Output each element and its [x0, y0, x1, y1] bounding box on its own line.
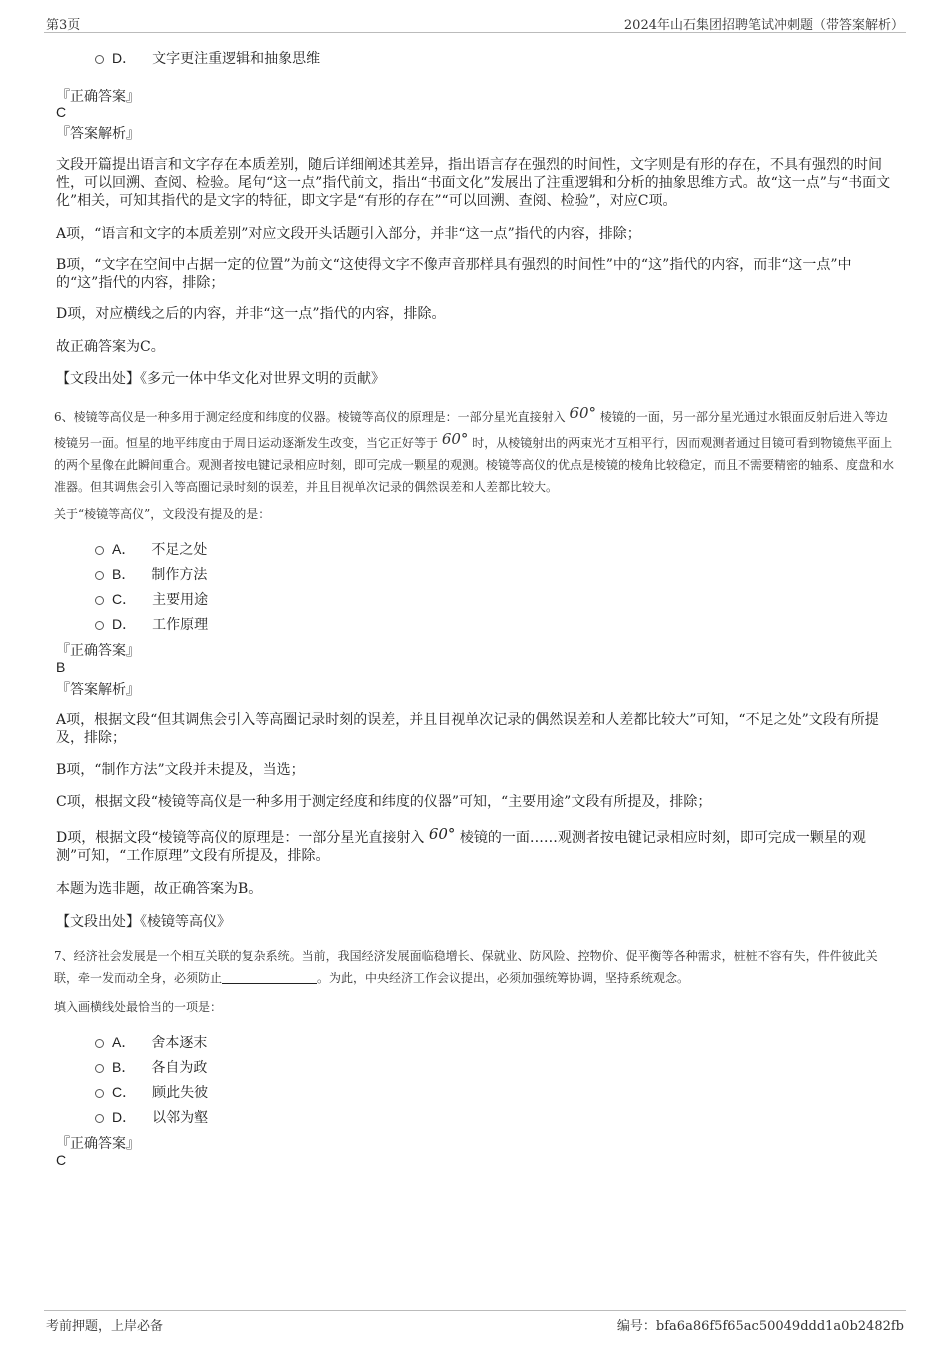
radio-icon[interactable]	[95, 596, 104, 605]
radio-icon[interactable]	[95, 1039, 104, 1048]
q6-source: 【文段出处】《棱镜等高仪》	[56, 914, 231, 930]
q6-conclusion: 本题为选非题，故正确答案为B。	[56, 881, 263, 897]
q5-analysis-d: D项，对应横线之后的内容，并非“这一点”指代的内容，排除。	[56, 306, 446, 322]
q6-analysis-a: A项，根据文段“但其调焦会引入等高圈记录时刻的误差，并且目视单次记录的偶然误差和人差都比较大”可知，“不足之处”文段有所提及，排除；	[56, 712, 879, 746]
radio-icon[interactable]	[95, 621, 104, 630]
q6-analysis-d: D项，根据文段“棱镜等高仪的原理是：一部分星光直接射入 60° 棱镜的一面……观测者按电键记录相应时刻，即可完成一颗星的观测”可知，“工作原理”文段有所提及，排除。	[56, 825, 866, 864]
radio-icon[interactable]	[95, 1089, 104, 1098]
q5-analysis-a: A项，“语言和文字的本质差别”对应文段开头话题引入部分，并非“这一点”指代的内容，排除；	[56, 226, 641, 242]
q5-analysis-b: B项，“文字在空间中占据一定的位置”为前文“这使得文字不像声音那样具有强烈的时间性”中的“这”指代的内容，而非“这一点”中的“这”指代的内容，排除；	[56, 257, 852, 291]
q6-answer-label: 『正确答案』	[56, 643, 140, 659]
q5-option-d[interactable]: D． 文字更注重逻辑和抽象思维	[95, 48, 320, 68]
q5-analysis-main: 文段开篇提出语言和文字存在本质差别，随后详细阐述其差异，指出语言存在强烈的时间性，文字则是有形的存在，不具有强烈的时间性，可以回溯、查阅、检验。尾句“这一点”指代前文，指出“书面文化”发展出了注重逻辑和分析的抽象思维方式。故“这一点”与“书面文化”相关，可知其指代的是文字的特征，即文字是“有形的存在”“可以回溯、查阅、检验”，对应C项。	[56, 157, 891, 209]
q6-option-b[interactable]: B． 制作方法	[95, 564, 207, 584]
page-number: 第3页	[46, 18, 81, 33]
radio-icon[interactable]	[95, 571, 104, 580]
q7-option-c[interactable]: C． 顾此失彼	[95, 1082, 208, 1102]
page-header	[44, 14, 906, 33]
q7-answer: C	[56, 1152, 67, 1168]
q5-answer-label: 『正确答案』	[56, 89, 140, 105]
q6-analysis-c: C项，根据文段“棱镜等高仪是一种多用于测定经度和纬度的仪器”可知，“主要用途”文段有所提及，排除；	[56, 794, 712, 810]
angle-60: 60°	[569, 404, 597, 422]
q6-option-a[interactable]: A． 不足之处	[95, 539, 207, 559]
q6-analysis-label: 『答案解析』	[56, 682, 140, 698]
q6-prompt: 关于“棱镜等高仪”，文段没有提及的是：	[54, 507, 271, 521]
q7-option-d[interactable]: D． 以邻为壑	[95, 1107, 208, 1127]
q6-stem: 6、棱镜等高仪是一种多用于测定经度和纬度的仪器。棱镜等高仪的原理是：一部分星光直接射入 60° 棱镜的一面，另一部分星光通过水银面反射后进入等边棱镜另一面。恒星的地平纬度由于周日运动逐渐发生改变，当它正好等于 60° 时，从棱镜射出的两束光才互相平行，因而观测者通过目镜可看到物镜焦平面上的两个星像在此瞬间重合。观测者按电键记录相应时刻，即可完成一颗星的观测。棱镜等高仪的优点是棱镜的棱角比较稳定，而且不需要精密的轴系、度盘和水准器。但其调焦会引入等高圈记录时刻的误差，并且目视单次记录的偶然误差和人差都比较大。	[54, 404, 895, 494]
radio-icon[interactable]	[95, 546, 104, 555]
q7-option-b[interactable]: B． 各自为政	[95, 1057, 207, 1077]
q7-prompt: 填入画横线处最恰当的一项是：	[54, 1000, 223, 1014]
q5-conclusion: 故正确答案为C。	[56, 339, 165, 355]
radio-icon[interactable]	[95, 1064, 104, 1073]
q6-option-c[interactable]: C． 主要用途	[95, 589, 208, 609]
document-title: 2024年山石集团招聘笔试冲刺题（带答案解析）	[623, 18, 904, 33]
q7-option-a[interactable]: A． 舍本逐末	[95, 1032, 207, 1052]
angle-60: 60°	[428, 825, 456, 843]
q5-source: 【文段出处】《多元一体中华文化对世界文明的贡献》	[56, 371, 385, 387]
q7-answer-label: 『正确答案』	[56, 1136, 140, 1152]
q5-answer: C	[56, 104, 67, 120]
q7-stem: 7、经济社会发展是一个相互关联的复杂系统。当前，我国经济发展面临稳增长、保就业、防风险、控物价、促平衡等各种需求，桩桩不容有失，件件彼此关联，牵一发而动全身，必须防止 。为此，中央经济工作会议提出，必须加强统筹协调，坚持系统观念。	[54, 949, 878, 985]
footer-slogan: 考前押题，上岸必备	[46, 1319, 164, 1334]
document-id: 编号：bfa6a86f5f65ac50049ddd1a0b2482fb	[616, 1319, 904, 1334]
page-footer	[44, 1310, 906, 1333]
fill-blank	[222, 971, 317, 984]
q5-analysis-label: 『答案解析』	[56, 126, 140, 142]
radio-icon[interactable]	[95, 55, 104, 64]
q6-answer: B	[56, 659, 66, 675]
q6-analysis-b: B项，“制作方法”文段并未提及，当选；	[56, 762, 305, 778]
q6-option-d[interactable]: D． 工作原理	[95, 614, 208, 634]
angle-60: 60°	[441, 430, 469, 448]
radio-icon[interactable]	[95, 1114, 104, 1123]
